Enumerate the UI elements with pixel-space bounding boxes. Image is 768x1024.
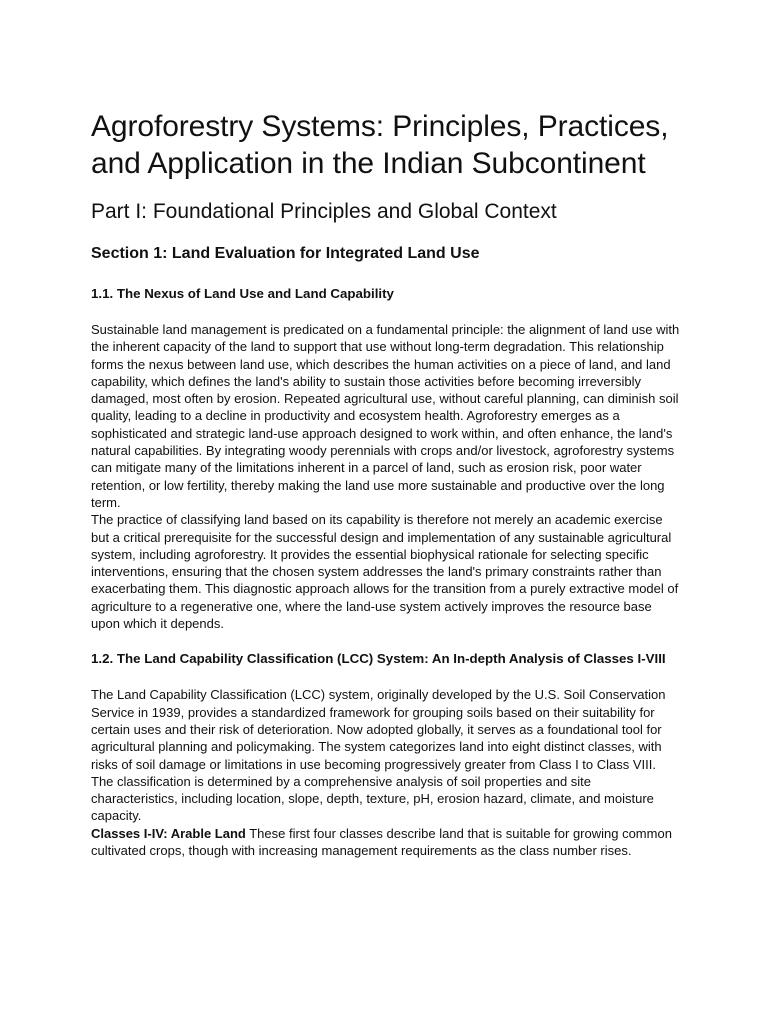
part-title: Part I: Foundational Principles and Global Context xyxy=(91,200,557,223)
subsection-title-1-2: 1.2. The Land Capability Classification (LCC) System: An In-depth Analysis of Classes I-VIII xyxy=(91,651,666,667)
document-title: Agroforestry Systems: Principles, Practices, and Application in the Indian Subcontinent xyxy=(91,110,669,180)
paragraph: The Land Capability Classification (LCC) system, originally developed by the U.S. Soil Conservation Service in 1939, provides a standardized framework for grouping soils based on their suitability for certain uses and their risk of deterioration. Now adopted globally, it serves as a foundational tool for agricultural planning and policymaking. The system categorizes land into eight distinct classes, with risks of soil damage or limitations in use becoming progressively greater from Class I to Class VIII. The classification is determined by a comprehensive analysis of soil properties and site characteristics, including location, slope, depth, texture, pH, erosion hazard, climate, and moisture capacity. xyxy=(91,687,666,824)
paragraph: The practice of classifying land based on its capability is therefore not merely an academic exercise but a critical prerequisite for the successful design and implementation of any sustainable agricultural system, including agroforestry. It provides the essential biophysical rationale for selecting specific interventions, ensuring that the chosen system addresses the land's primary constraints rather than exacerbating them. This diagnostic approach allows for the transition from a purely extractive model of agriculture to a regenerative one, where the land-use system actively improves the resource base upon which it depends. xyxy=(91,512,679,632)
classes-lead: Classes I-IV: Arable Land xyxy=(91,825,246,841)
section-title: Section 1: Land Evaluation for Integrated Land Use xyxy=(91,245,480,262)
subsection-1-1-body xyxy=(91,321,681,632)
subsection-title-1-1: 1.1. The Nexus of Land Use and Land Capability xyxy=(91,286,394,301)
document-page xyxy=(91,108,681,859)
paragraph: Sustainable land management is predicated on a fundamental principle: the alignment of land use with the inherent capacity of the land to support that use without long-term degradation. This relationship forms the nexus between land use, which describes the human activities on a piece of land, and land capability, which defines the land's ability to sustain those activities before becoming irreversibly damaged, most often by erosion. Repeated agricultural use, without careful planning, can diminish soil quality, leading to a decline in productivity and ecosystem health. Agroforestry emerges as a sophisticated and strategic land-use approach designed to work within, and often enhance, the land's natural capabilities. By integrating woody perennials with crops and/or livestock, agroforestry systems can mitigate many of the limitations inherent in a parcel of land, such as erosion risk, poor water retention, or low fertility, thereby making the land use more sustainable and productive over the long term. xyxy=(91,322,680,510)
classes-text: These first four classes describe land that is suitable for growing common cultivated crops, though with increasing management requirements as the class number rises. xyxy=(91,825,672,859)
subsection-1-2-body xyxy=(91,686,681,859)
classes-paragraph xyxy=(91,825,681,860)
